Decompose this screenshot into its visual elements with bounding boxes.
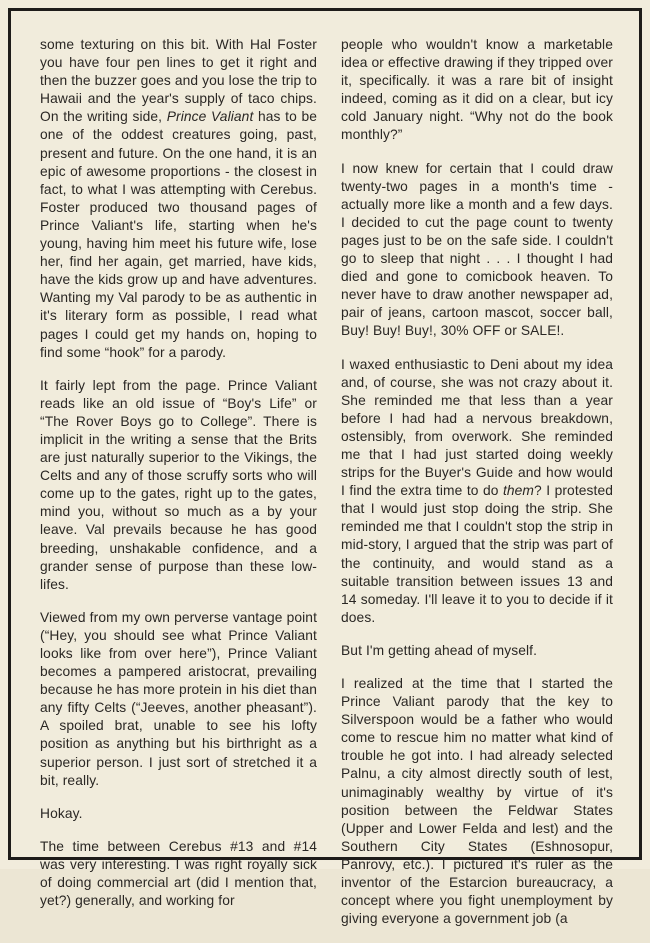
emphasis-italic: them: [502, 483, 535, 499]
paragraph: [341, 642, 613, 660]
paragraph: [341, 160, 613, 341]
text-run: But I'm getting ahead of myself.: [341, 642, 538, 658]
text-run: some texturing on this bit. With Hal Foster you have four pen lines to get it right and then the buzzer goes and you lose the trip to Hawaii and the year's supply of taco chips. On the writing side,: [40, 37, 317, 125]
paragraph: [341, 675, 613, 928]
text-run: Viewed from my own perverse vantage point (“Hey, you should see what Prince Valiant looks like from over here”), Prince Valiant becomes a pampered aristocrat, prevailing because he has more protein in his diet than any fifty Celts (“Jeeves, another pheasant”). A spoiled brat, unable to see his lofty position as anything but his birthright as a superior person. I just sort of stretched it a bit, really.: [40, 609, 317, 788]
paragraph: [40, 377, 317, 594]
title-italic: Prince Valiant: [166, 109, 254, 125]
text-run: I now knew for certain that I could draw twenty-two pages in a month's time - actually more like a month and a few days. I decided to cut the page count to twenty pages just to be on the safe side. I couldn't go to sleep that night . . . I thought I had died and gone to comicbook heaven. To never have to draw another newspaper ad, pair of jeans, cartoon mascot, soccer ball, Buy! Buy! Buy!, 30% OFF or SALE!.: [341, 160, 613, 339]
text-column-right: [341, 36, 613, 943]
paragraph: [40, 838, 317, 910]
text-column-left: [40, 36, 317, 925]
paragraph: [341, 356, 613, 627]
text-run: I waxed enthusiastic to Deni about my idea and, of course, she was not crazy about it. She reminded me that less than a year before I had had a nervous breakdown, ostensibly, from overwork. She reminded me that I had just started doing weekly strips for the Buyer's Guide and how would I find the extra time to do: [341, 356, 613, 499]
paragraph: [40, 36, 317, 362]
paragraph: [40, 805, 317, 823]
text-run: It fairly lept from the page. Prince Valiant reads like an old issue of “Boy's Life” or “The Rover Boys go to College”. There is implicit in the writing a sense that the Brits are just naturally superior to the Vikings, the Celts and any of those scruffy sorts who will come up to the gates, right up to the gates, mind you, without so much as a by your leave. Val prevails because he has good breeding, unshakable confidence, and a grander sense of purpose than these low-lifes.: [40, 377, 317, 592]
text-run: people who wouldn't know a marketable idea or effective drawing if they tripped over it, specifically. it was a rare bit of insight indeed, coming as it did on a clear, but icy cold January night. “Why not do the book monthly?”: [341, 37, 613, 143]
text-run: I realized at the time that I started the Prince Valiant parody that the key to Silverspoon would be a father who would come to rescue him no matter what kind of trouble he got into. I had already selected Palnu, a city almost directly south of lest, unimaginably wealthy by virtue of it's position between the Feldwar States (Upper and Lower Felda and lest) and the Southern City States (Eshnosopur, Panrovy, etc.). I pictured it's ruler as the inventor of the Estarcion bureaucracy, a concept where you fight unemployment by giving everyone a government job (a: [341, 676, 613, 927]
text-run: ? I protested that I would just stop doing the strip. She reminded me that I couldn't stop the strip in mid-story, I argued that the strip was part of the continuity, and would stand as a suitable transition between issues 13 and 14 someday. I'll leave it to you to decide if it does.: [341, 483, 613, 625]
text-run: Hokay.: [40, 805, 83, 821]
text-run: has to be one of the oddest creatures going, past, present and future. On the one hand, it is an epic of awesome proportions - the closest in fact, to what I was attempting with Cerebus. Foster produced two thousand pages of Prince Valiant's life, starting when he's young, having him meet his future wife, lose her, find her again, get married, have kids, have the kids grow up and have adventures. Wanting my Val parody to be as authentic in it's literary form as possible, I read what pages I could get my hands on, hoping to find some “hook” for a parody.: [40, 109, 317, 360]
text-run: The time between Cerebus #13 and #14 was very interesting. I was right royally sick of doing commercial art (did I mention that, yet?) generally, and working for: [40, 838, 317, 909]
paragraph: [40, 609, 317, 790]
paragraph: [341, 36, 613, 145]
